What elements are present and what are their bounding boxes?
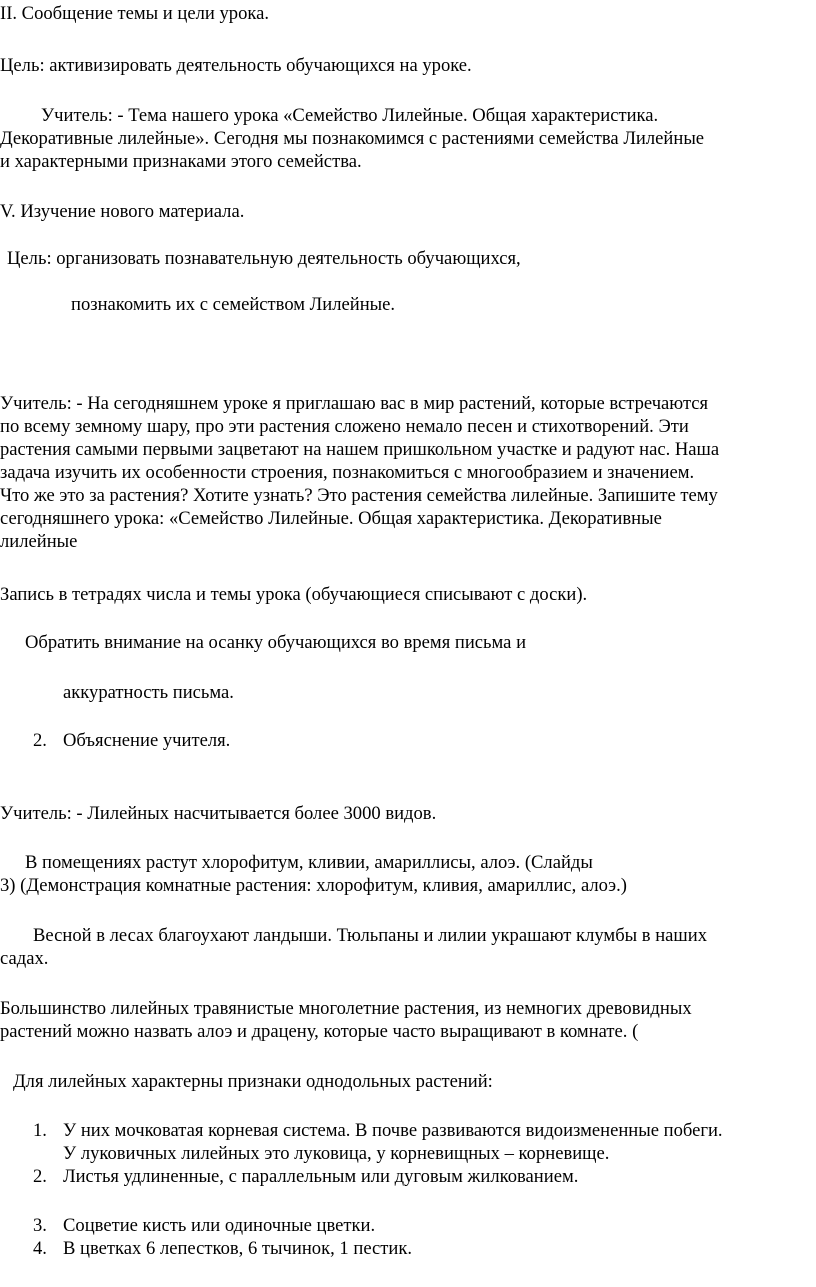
section-5-goal: Цель: организовать познавательную деятельность обучающихся, (7, 248, 521, 269)
intro-line: задача изучить их особенности строения, познакомиться с многообразием и значением. (0, 462, 695, 483)
list-item-number: 2. (33, 1166, 47, 1187)
list-item: Соцветие кисть или одиночные цветки. (63, 1215, 376, 1236)
list-item-number: 1. (33, 1120, 47, 1141)
posture-note-continued: аккуратность письма. (63, 682, 234, 703)
list-item-number: 3. (33, 1215, 47, 1236)
section-2-teacher-line: Учитель: - Тема нашего урока «Семейство Лилейные. Общая характеристика. (41, 105, 659, 126)
majority-note: Большинство лилейных травянистые многолетние растения, из немногих древовидных (0, 998, 692, 1019)
intro-line: Учитель: - На сегодняшнем уроке я приглашаю вас в мир растений, которые встречаются (0, 393, 709, 414)
list-item-continued: У луковичных лилейных это луковица, у корневищных – корневище. (63, 1143, 610, 1164)
section-5-goal-continued: познакомить их с семейством Лилейные. (71, 294, 396, 315)
species-count: Учитель: - Лилейных насчитывается более 3000 видов. (0, 803, 437, 824)
step-title: Объяснение учителя. (63, 730, 231, 751)
section-2-teacher-line: и характерными признаками этого семейства. (0, 151, 362, 172)
notebook-note: Запись в тетрадях числа и темы урока (обучающиеся списывают с доски). (0, 584, 588, 605)
spring-plants-continued: садах. (0, 948, 49, 969)
indoor-plants-continued: 3) (Демонстрация комнатные растения: хлорофитум, кливия, амариллис, алоэ.) (0, 875, 627, 896)
intro-line: сегодняшнего урока: «Семейство Лилейные. Общая характеристика. Декоративные (0, 508, 662, 529)
features-intro: Для лилейных характерны признаки однодольных растений: (13, 1071, 493, 1092)
section-2-heading: II. Сообщение темы и цели урока. (0, 3, 270, 24)
posture-note: Обратить внимание на осанку обучающихся во время письма и (25, 632, 527, 653)
section-5-heading: V. Изучение нового материала. (0, 201, 245, 222)
list-item: У них мочковатая корневая система. В почве развиваются видоизмененные побеги. (63, 1120, 723, 1141)
majority-note-continued: растений можно назвать алоэ и драцену, которые часто выращивают в комнате. ( (0, 1021, 639, 1042)
intro-line: Что же это за растения? Хотите узнать? Это растения семейства лилейные. Запишите тему (0, 485, 718, 506)
section-2-teacher-line: Декоративные лилейные». Сегодня мы познакомимся с растениями семейства Лилейные (0, 128, 705, 149)
spring-plants: Весной в лесах благоухают ландыши. Тюльпаны и лилии украшают клумбы в наших (33, 925, 707, 946)
list-item-number: 4. (33, 1238, 47, 1259)
intro-line: лилейные (0, 531, 78, 552)
section-2-goal: Цель: активизировать деятельность обучающихся на уроке. (0, 55, 472, 76)
step-number: 2. (33, 730, 47, 751)
intro-line: растения самыми первыми зацветают на нашем пришкольном участке и радуют нас. Наша (0, 439, 720, 460)
indoor-plants: В помещениях растут хлорофитум, кливии, амариллисы, алоэ. (Слайды (25, 852, 593, 873)
list-item: В цветках 6 лепестков, 6 тычинок, 1 пестик. (63, 1238, 413, 1259)
list-item: Листья удлиненные, с параллельным или дуговым жилкованием. (63, 1166, 579, 1187)
intro-line: по всему земному шару, про эти растения сложено немало песен и стихотворений. Эти (0, 416, 689, 437)
